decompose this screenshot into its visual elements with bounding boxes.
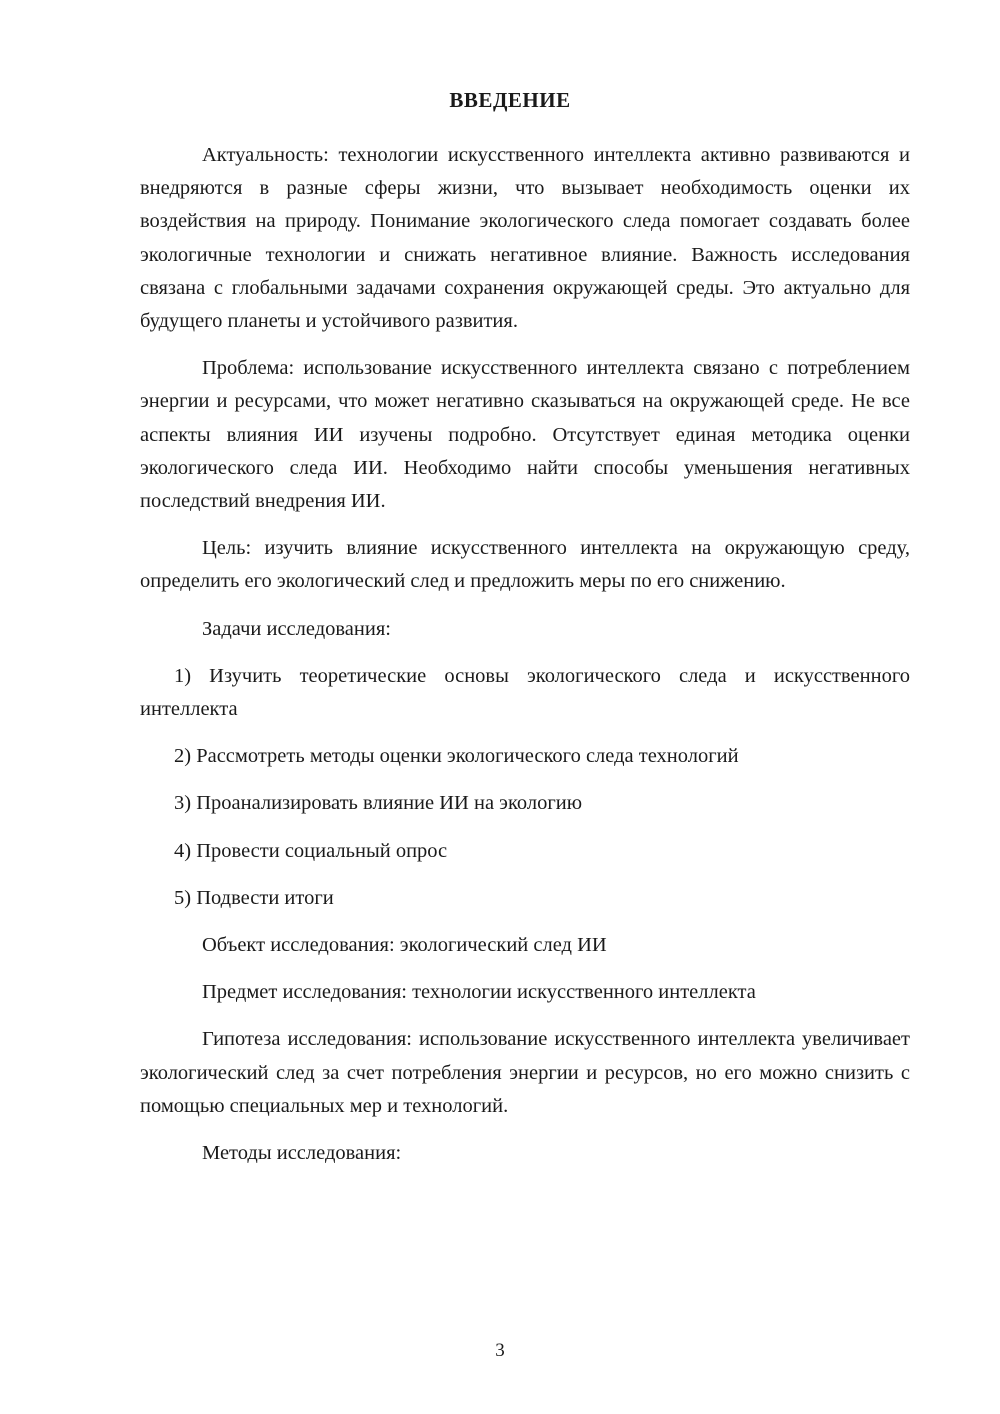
task-item-2: 2) Рассмотреть методы оценки экологического следа технологий [174, 745, 739, 768]
paragraph-hypothesis: Гипотеза исследования: использование искусственного интеллекта увеличивает экологический след за счет потребления энергии и ресурсов, но его можно снизить с помощью специальных мер и технологий. [140, 1028, 910, 1117]
paragraph-relevance: Актуальность: технологии искусственного интеллекта активно развиваются и внедряются в разные сферы жизни, что вызывает необходимость оценки их воздействия на природу. Понимание экологического следа помогает создавать более экологичные технологии и снижать негативное влияние. Важность исследования связана с глобальными задачами сохранения окружающей среды. Это актуально для будущего планеты и устойчивого развития. [140, 144, 910, 333]
task-item-5: 5) Подвести итоги [174, 886, 334, 909]
subject-of-research: Предмет исследования: технологии искусственного интеллекта [202, 981, 756, 1004]
object-of-research: Объект исследования: экологический след ИИ [202, 934, 607, 957]
page-title: ВВЕДЕНИЕ [449, 88, 571, 112]
page-number: 3 [495, 1340, 505, 1361]
paragraph-problem: Проблема: использование искусственного интеллекта связано с потреблением энергии и ресурсами, что может негативно сказываться на окружающей среде. Не все аспекты влияния ИИ изучены подробно. Отсутствует единая методика оценки экологического следа ИИ. Необходимо найти способы уменьшения негативных последствий внедрения ИИ. [140, 357, 910, 513]
paragraph-goal: Цель: изучить влияние искусственного интеллекта на окружающую среду, определить его экологический след и предложить меры по его снижению. [140, 537, 910, 593]
task-item-4: 4) Провести социальный опрос [174, 839, 448, 862]
methods-heading: Методы исследования: [202, 1142, 402, 1165]
task-item-1: 1) Изучить теоретические основы экологического следа и искусственного интеллекта [140, 664, 910, 721]
tasks-heading: Задачи исследования: [202, 617, 391, 640]
task-item-3: 3) Проанализировать влияние ИИ на экологию [174, 792, 583, 815]
